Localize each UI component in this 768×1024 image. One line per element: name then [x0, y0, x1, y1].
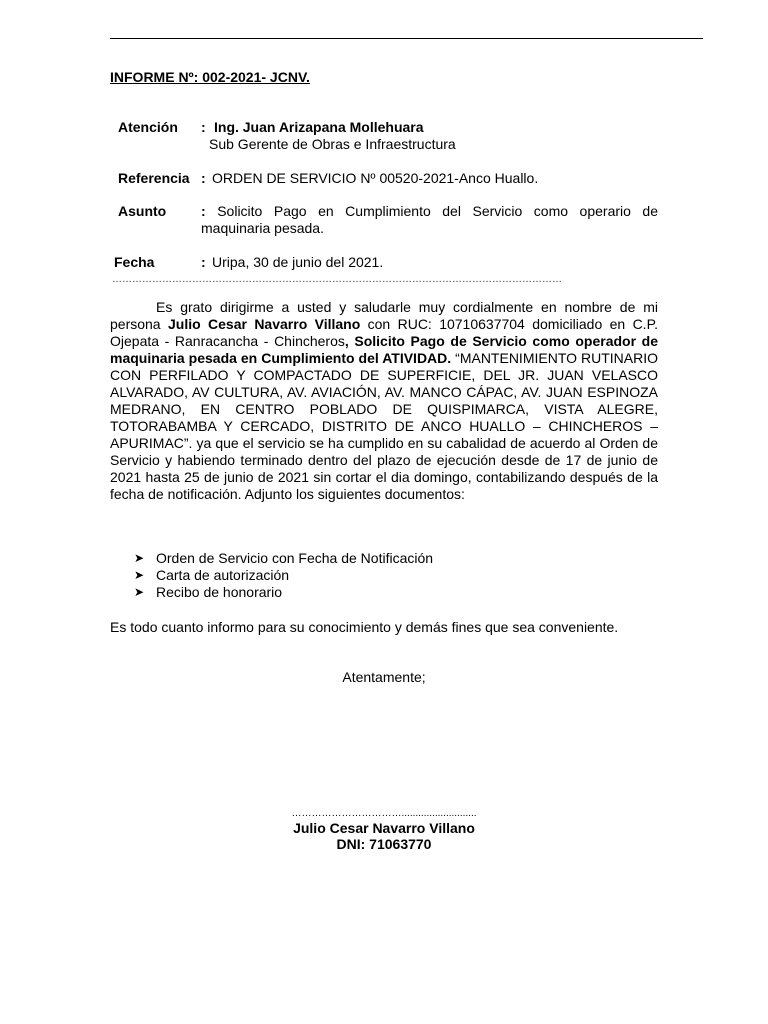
arrow-bullet-icon: ➤: [134, 568, 145, 582]
fecha-separator: :: [201, 254, 206, 270]
header-rule: [110, 38, 703, 39]
referencia-label: Referencia: [118, 170, 190, 186]
closing-paragraph: Es todo cuanto informo para su conocimiento y demás fines que sea conveniente.: [110, 619, 619, 635]
referencia-row: [110, 170, 658, 187]
list-item: ➤ Orden de Servicio con Fecha de Notificación: [134, 550, 434, 566]
list-item: ➤ Recibo de honorario: [134, 584, 283, 600]
report-title: INFORME Nº: 002-2021- JCNV.: [110, 69, 310, 85]
asunto-label: Asunto: [118, 203, 167, 219]
divider-dots: ………………………………………………………………………………………………………………………: [112, 274, 562, 285]
fecha-value: Uripa, 30 de junio del 2021.: [212, 254, 384, 270]
referencia-value: ORDEN DE SERVICIO Nº 00520-2021-Anco Huallo.: [212, 170, 539, 186]
asunto-value-block: [201, 203, 658, 237]
body-details: “MANTENIMIENTO RUTINARIO CON PERFILADO Y COMPACTADO DE SUPERFICIE, DEL JR. JUAN VELASCO ALVARADO, AV CULTURA, AV. AVIACIÓN, AV. MANCO CÁPAC, AV. JUAN ESPINOZA MEDRANO, EN CENTRO POBLADO DE QUISPIMARCA, VISTA ALEGRE, TOTORABAMBA Y CERCADO, DISTRITO DE ANCO HUALLO – CHINCHEROS – APURIMAC”. ya que el servicio se ha cumplido en su cabalidad de acuerdo al Orden de Servicio y habiendo terminado dentro del plazo de ejecución desde de 17 de junio de 2021 hasta 25 de junio de 2021 sin cortar el dia domingo, contabilizando después de la fecha de notificación. Adjunto los siguientes documentos:: [110, 350, 658, 502]
asunto-value: Solicito Pago en Cumplimiento del Servicio como operario de maquinaria pesada.: [201, 203, 659, 236]
asunto-separator: :: [201, 203, 206, 219]
regards-text: Atentamente;: [342, 669, 426, 685]
atencion-separator: :: [201, 119, 206, 135]
signature-dni: DNI: 71063770: [336, 836, 432, 852]
body-paragraph: [110, 299, 658, 503]
body-request: , Solicito Pago de Servicio como operador de maquinaria pesada en Cumplimiento del ATIVIDAD.: [110, 333, 658, 366]
fecha-label: Fecha: [114, 254, 155, 270]
arrow-bullet-icon: ➤: [134, 585, 145, 599]
asunto-row: [110, 203, 658, 237]
attachments-list: [134, 550, 433, 601]
referencia-separator: :: [201, 170, 206, 186]
atencion-row: [110, 119, 658, 155]
signature-line: ……………………………...........................: [291, 808, 477, 819]
arrow-bullet-icon: ➤: [134, 551, 145, 565]
atencion-position: Sub Gerente de Obras e Infraestructura: [209, 136, 456, 152]
body-ruc-address: con RUC: 10710637704 domiciliado en C.P. Ojepata - Ranracancha - Chincheros: [110, 316, 658, 349]
body-intro: Es grato dirigirme a usted y saludarle muy cordialmente en nombre de mi persona: [110, 299, 658, 332]
signature-name: Julio Cesar Navarro Villano: [293, 820, 475, 836]
fecha-row: [110, 254, 658, 271]
atencion-name: Ing. Juan Arizapana Mollehuara: [214, 119, 424, 135]
atencion-label: Atención: [118, 119, 178, 135]
body-sender-name: Julio Cesar Navarro Villano: [167, 316, 361, 332]
list-item: ➤ Carta de autorización: [134, 567, 290, 583]
